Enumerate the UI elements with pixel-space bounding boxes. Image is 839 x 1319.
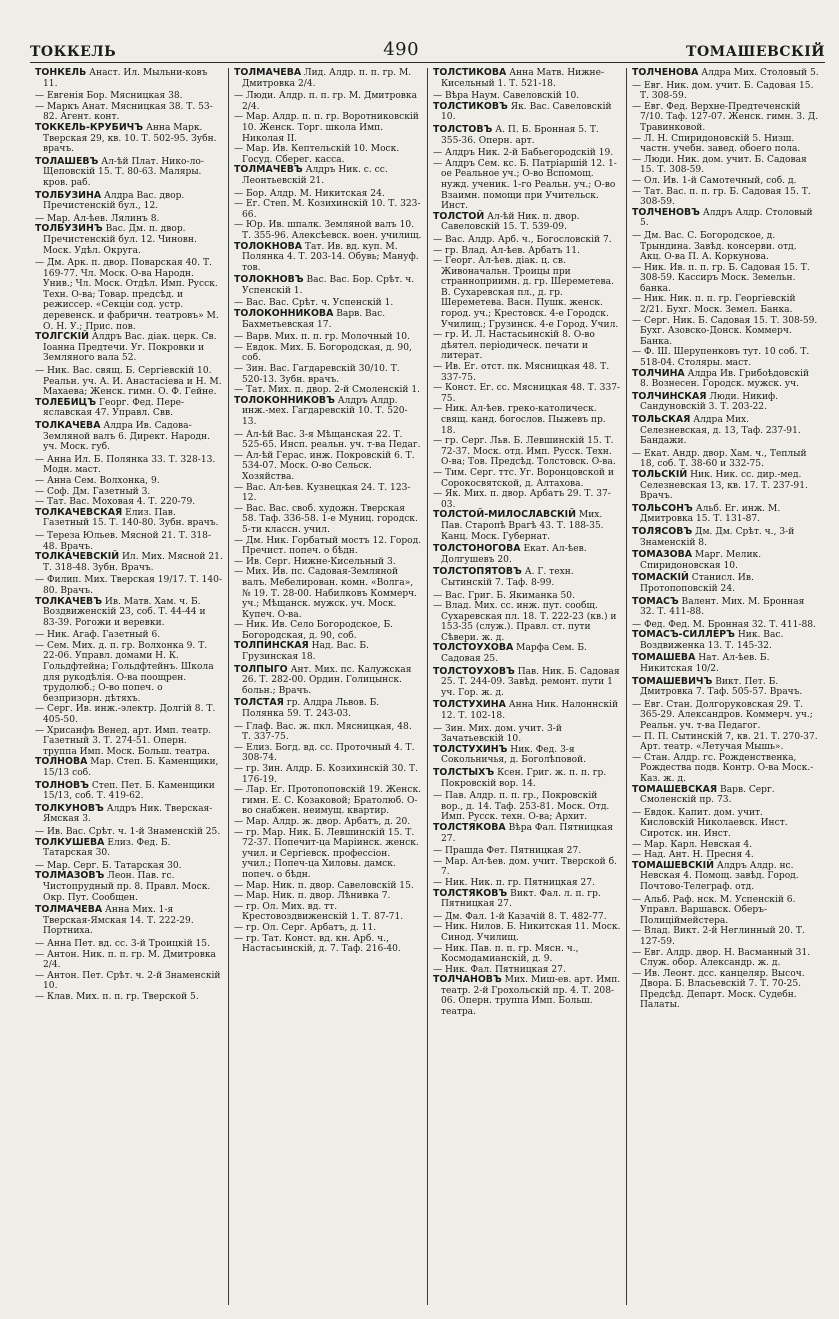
directory-sub-entry: — Вас. Ал-ѣев. Кузнецкая 24. Т. 123-12. [234, 482, 411, 504]
entry-details: Алдръ Ник. с. сс. Леонтьевскій 21. [242, 165, 388, 186]
entry-details: Марфа Сем. Б. Садовая 25. [441, 643, 587, 665]
directory-sub-entry: — Тат. Мих. п. двор. 2-й Смоленскій 1. [234, 385, 421, 396]
directory-sub-entry: — Ник. Агаф. Газетный 6. [35, 630, 161, 641]
directory-sub-entry: — Ол. Ив. 1-й Самотечный, соб. д. [632, 175, 797, 186]
entry-surname: ТОЛОКНОВА [234, 240, 303, 252]
entry-surname: ТОЛНОВЪ [35, 779, 89, 791]
entry-surname: ТОЛСТОЙ [433, 210, 485, 222]
directory-entry [433, 889, 621, 910]
directory-sub-entry: — Анна Сем. Волхонка, 9. [35, 475, 160, 486]
directory-entry [433, 125, 621, 146]
entry-details: Ант. Мих. пс. Калужская 26. Т. 282-00. Ордин. Голицынск. больн.; Врачъ. [242, 664, 412, 696]
directory-sub-entry: — Серг. Ив. инж.-электр. Долгій 8. Т. 405-50. [35, 704, 216, 726]
directory-sub-entry: — Як. Мих. п. двор. Арбатъ 29. Т. 37-03. [433, 489, 611, 510]
directory-sub-entry: — Пав. Алдр. п. п. гр., Покровскій вор., д. 14. Таф. 253-81. Моск. Отд. Имп. Русск. техн. О-ва; Архит. [433, 791, 610, 823]
directory-sub-entry: — Ник. Пав. п. п. гр. Мясн. ч., Космодамианскій, д. 9. [433, 943, 579, 965]
directory-entry [35, 68, 223, 89]
directory-sub-entry: — гр. Серг. Льв. Б. Левшинскій 15. Т. 72-37. Моск. отд. Имп. Русск. Техн. О-ва; Тов. Предсѣд. Толстовск. О-ва. [433, 436, 616, 468]
column-3 [428, 68, 627, 1305]
directory-sub-entry: — Алдръ Ник. 2-й Бабьегородскій 19. [433, 148, 614, 159]
directory-entry [234, 309, 422, 330]
directory-entry [433, 68, 621, 89]
directory-sub-entry: — Влад. Мих. сс. инж. пут. сообщ. Сухаревская пл. 18. Т. 222-23 (кв.) и 153-35 (служ.). Правл. ст. пути Сѣвери. ж. д. [433, 601, 617, 643]
entry-details: Алдръ Алдр. нс. Невская 4. Помощ. завѣд. Город. Почтово-Телеграф. отд. [640, 860, 799, 892]
directory-sub-entry: — гр. Тат. Конст. вд. кн. Арб. ч., Настасьинскій, д. 7. Таф. 216-40. [234, 933, 401, 955]
directory-sub-entry: — Вѣра Наум. Савеловскій 10. [433, 91, 580, 102]
entry-surname: ТОЛСТУХИНЪ [433, 743, 508, 755]
directory-sub-entry: — Зин. Мих. дом. учит. 3-й Зачатьевскій 10. [433, 723, 562, 745]
directory-entry [433, 102, 621, 123]
entry-surname: ТОЛСТЯКОВЪ [433, 887, 508, 899]
directory-entry [632, 573, 820, 594]
entry-details: Степ. Пет. Б. Каменщики 15/13, соб. Т. 419-62. [43, 780, 215, 802]
directory-entry [234, 396, 422, 428]
directory-sub-entry: — П. П. Сытинскій 7, кв. 21. Т. 270-37. Арт. театр. «Летучая Мышь». [632, 731, 818, 753]
header-left-word: ТОККЕЛЬ [30, 44, 117, 60]
directory-sub-entry: — Антон. Ник. п. п. гр. М. Дмитровка 2/4. [35, 949, 216, 971]
entry-details: Алдръ Ник. Тверская-Ямская 3. [43, 803, 213, 825]
header-right-word: ТОМАШЕВСКІЙ [686, 44, 825, 60]
directory-entry [234, 665, 422, 697]
directory-sub-entry: — Л. Н. Спиридоновскій 5. Низш. частн. учебн. завед. обоего пола. [632, 133, 801, 155]
directory-sub-entry: — Серг. Ник. Б. Садовая 15. Т. 308-59. Бухг. Азовско-Донск. Коммерч. Банка. [632, 315, 818, 347]
directory-sub-entry: — Юр. Ив. шпалк. Земляной валъ 10. Т. 355-96. Алексѣевск. воен. училищ. [234, 220, 422, 241]
directory-entry [433, 667, 621, 699]
entry-surname: ТОМАСКІЙ [632, 572, 689, 584]
directory-sub-entry: — Люди. Ник. дом. учит. Б. Садовая 15. Т. 308-59. [632, 154, 807, 176]
directory-sub-entry: — Вас. Алдр. Арб. ч., Богословскій 7. [433, 234, 612, 245]
entry-surname: ТОЛСТИКОВА [433, 68, 507, 78]
entry-details: А. П. Б. Бронная 5. Т. 355-36. Оперн. арт. [441, 124, 599, 146]
entry-details: Мих. Миш-ев. арт. Имп. театр. 2-й Грохольскій пр. 4. Т. 208-06. Оперн. труппа Имп. Больш. театра. [441, 975, 621, 1018]
directory-sub-entry: — Алдръ Сем. кс. Б. Патріаршій 12. 1-ое Реальное уч.; О-во Вспомощ. нужд. ученик. 1-го Реальн. уч.; О-во Взаимн. помощи при Учительск. Инст. [433, 158, 617, 212]
directory-entry [632, 392, 820, 413]
directory-sub-entry: — Дм. Ник. Горбатый мостъ 12. Город. Пречист. попеч. о бѣдн. [234, 535, 422, 557]
directory-sub-entry: — Ф. Ш. Шерупенковъ тут. 10 соб. Т. 518-04. Столяры. маст. [632, 347, 810, 369]
directory-sub-entry: — Ив. Серг. Нижне-Кисельный 3. [234, 556, 396, 567]
entry-details: Валент. Мих. М. Бронная 32. Т. 411-88. [640, 596, 805, 618]
directory-sub-entry: — Ник. Нилов. Б. Никитская 11. Моск. Синод. Училищ. [433, 922, 621, 943]
directory-sub-entry: — Тим. Серг. ттс. Уг. Воронцовской и Сорокосвятской, д. Алтахова. [433, 467, 614, 489]
directory-sub-entry: — Ник. Ник. п. п. гр. Георгіевскій 2/21. Бухг. Моск. Земел. Банка. [632, 294, 796, 316]
directory-sub-entry: — Мар. Алдр. ж. двор. Арбатъ, д. 20. [234, 816, 411, 827]
directory-entry [35, 224, 223, 256]
entry-surname: ТОЛКАЧЕВА [35, 420, 101, 431]
directory-sub-entry: — гр. Ол. Серг. Арбатъ, д. 11. [234, 922, 377, 933]
entry-surname: ТОЛЧИНСКАЯ [632, 390, 707, 402]
entry-details: Ив. Матв. Хам. ч. Б. Воздвиженскій 23, соб. Т. 44-44 и 83-39. Рогожи и веревки. [43, 596, 206, 628]
directory-entry [35, 332, 223, 364]
directory-sub-entry: — Ал-ѣй Вас. 3-я Мѣщанская 22. Т. 525-65. Инсп. реальн. уч. т-ва Педаг. [234, 429, 421, 451]
entry-surname: ТОЛКУШЕВА [35, 836, 105, 848]
directory-sub-entry: — Вас. Григ. Б. Якиманка 50. [433, 590, 575, 601]
entry-surname: ТОЛЧИНА [632, 367, 685, 379]
page-number: 490 [383, 39, 420, 60]
column-1 [30, 68, 229, 1305]
directory-sub-entry: — Мар. Ник. п. двор. Лѣнивка 7. [234, 891, 391, 902]
directory-sub-entry: — Антон. Пет. Срѣт. ч. 2-й Знаменскій 10. [35, 970, 221, 992]
directory-entry [632, 785, 820, 806]
entry-details: Ал-ѣй Плат. Нико-ло-Щеповскій 15. Т. 80-63. Маляры. кров. раб. [43, 156, 204, 188]
directory-sub-entry: — Клав. Мих. п. п. гр. Тверской 5. [35, 991, 199, 1002]
entry-surname: ТОЛОКОННИКОВА [234, 308, 334, 320]
entry-details: Елиз. Фед. Б. Татарская 30. [43, 837, 171, 859]
entry-surname: ТОЛМАЧЕВА [35, 904, 103, 916]
directory-entry [234, 641, 422, 662]
directory-sub-entry: — Конст. Ег. сс. Мясницкая 48. Т. 337-75. [433, 383, 621, 404]
directory-entry [632, 68, 820, 79]
directory-entry [632, 550, 820, 571]
entry-details: Марг. Мелик. Спиридоновская 10. [640, 550, 762, 571]
entry-surname: ТОЛПИНСКАЯ [234, 640, 309, 652]
directory-sub-entry: — Глаф. Вас. ж. пкл. Мясницкая, 48. Т. 337-75. [234, 721, 412, 743]
directory-entry [632, 369, 820, 390]
directory-entry [632, 470, 820, 502]
entry-surname: ТОМАШЕВА [632, 652, 696, 664]
entry-details: Анаст. Ил. Мыльни-ковъ 11. [43, 68, 208, 89]
entry-details: Алдръ Алдр. Столовый 5. [640, 207, 813, 229]
directory-sub-entry: — Ег. Степ. М. Козихинскій 10. Т. 323-66. [234, 199, 421, 220]
entry-surname: ТОЛЬСКАЯ [632, 414, 691, 425]
entry-details: Мих. Пав. Старопѣ Врагѣ 43. Т. 188-35. Канц. Моск. Губернат. [441, 510, 604, 542]
directory-entry [35, 398, 223, 419]
directory-sub-entry: — Прашда Фет. Пятницкая 27. [433, 846, 582, 857]
entry-surname: ТОЛПЫГО [234, 663, 288, 675]
directory-entry [234, 165, 422, 186]
directory-sub-entry: — Анна Пет. вд. сс. 3-й Троицкій 15. [35, 938, 210, 949]
entry-details: Анна Матв. Нижне-Кисельный 1. Т. 521-18. [441, 68, 605, 89]
entry-surname: ТОЛКАЧЕВСКІЙ [35, 551, 120, 563]
directory-sub-entry: — Мих. Ив. пс. Садовая-Земляной валъ. Мебелирован. комн. «Волга», № 19. Т. 28-00. Набилковъ Коммерч. уч.; Мѣщанск. мужск. уч. Моск. Купеч. О-ва. [234, 567, 418, 620]
entry-surname: ТОЛКАЧЕВЪ [35, 595, 103, 607]
directory-entry [35, 871, 223, 903]
entry-surname: ТОЛГСКІЙ [35, 331, 90, 343]
directory-sub-entry: — Мар. Карл. Невская 4. [632, 839, 753, 850]
directory-entry [35, 421, 223, 453]
directory-entry [433, 823, 621, 844]
entry-details: Алдра Мих. Селезневская, д. 13, Таф. 237-91. Бандажи. [640, 415, 801, 447]
directory-sub-entry: — Ник. Ив. п. п. гр. Б. Садовая 15. Т. 308-59. Кассиръ Моск. Земельн. банка. [632, 262, 810, 294]
entry-surname: ТОМАСЪ [632, 595, 679, 607]
directory-sub-entry: — Евг. Ник. дом. учит. Б. Садовая 15. Т. 308-59. [632, 80, 814, 102]
directory-entry [632, 208, 820, 229]
directory-sub-entry: — Вас. Вас. своб. художн. Тверская 58. Таф. 336-58. 1-е Муниц. городск. 5-ти классн. учил. [234, 503, 418, 535]
entry-details: Ил. Мих. Мясной 21. Т. 318-48. Зубн. Врачъ. [43, 552, 223, 573]
directory-sub-entry: — Дм. Вас. С. Богородское, д. Трындина. Завѣд. консерви. отд. Акц. О-ва П. А. Коркунова. [632, 230, 797, 263]
directory-sub-entry: — Варв. Мих. п. п. гр. Молочный 10. [234, 332, 410, 343]
directory-sub-entry: — Екат. Андр. двор. Хам. ч., Теплый 18, соб. Т. 38-60 и 332-75. [632, 448, 807, 470]
entry-surname: ТОЛНОВА [35, 756, 88, 768]
entry-details: Дм. Дм. Срѣт. ч., 3-й Знаменскій 8. [640, 526, 795, 548]
entry-details: гр. Алдра Львов. Б. Полянка 59. Т. 243-03. [242, 698, 380, 720]
directory-entry [35, 191, 223, 212]
directory-entry [433, 567, 621, 588]
directory-sub-entry: — Мар. Алдр. п. п. гр. Воротниковскій 10. Женск. Торг. школа Имп. Николая II. [234, 112, 419, 144]
directory-entry [433, 975, 621, 1017]
entry-details: Алдра Мих. Столовый 5. [701, 68, 819, 78]
entry-details: А. Г. техн. Сытинскій 7. Таф. 8-99. [441, 567, 574, 588]
directory-sub-entry: — Мар. Ал-ѣев. дом. учит. Тверской б. 7. [433, 856, 617, 878]
directory-sub-entry: — Мар. Ал-ѣев. Лялинъ 8. [35, 213, 160, 224]
entry-details: Ник. Вас. Воздвиженка 13. Т. 145-32. [640, 630, 784, 651]
directory-entry [35, 552, 223, 573]
entry-surname: ТОЛСТЫХЪ [433, 767, 495, 778]
directory-sub-entry: — Мар. Ник. п. двор. Савеловскій 15. [234, 880, 414, 891]
directory-sub-entry: — Ник. Ал-ѣев. греко-католическ. свящ. канд. богослов. Пыжевъ пр. 18. [433, 404, 606, 436]
directory-sub-entry: — Ник. Фал. Пятницкая 27. [433, 964, 566, 975]
entry-surname: ТОЛЕБИЦЪ [35, 396, 97, 408]
entry-surname: ТОМАШЕВИЧЪ [632, 675, 713, 687]
directory-entry [632, 504, 820, 525]
directory-entry [35, 597, 223, 629]
directory-sub-entry: — гр. Влад. Ал-ѣев. Арбатъ 11. [433, 245, 580, 256]
entry-surname: ТОЛЬСОНЪ [632, 502, 693, 514]
entry-details: Ник. Ник. сс. дир.-мед. Селезневская 13, кв. 17. Т. 237-91. Врачъ. [640, 469, 808, 502]
directory-entry [632, 653, 820, 674]
directory-entry [632, 677, 820, 698]
entry-surname: ТОЛМАЧЕВА [234, 68, 302, 78]
entry-details: Вас. Дм. п. двор. Пречистенскій бул. 12. Чиновн. Моск. Удѣл. Округа. [43, 224, 197, 256]
directory-sub-entry: — гр. И. Л. Настасьинскій 8. О-во дѣятел. періодическ. печати и литерат. [433, 330, 595, 362]
directory-sub-entry: — гр. Ол. Мих. вд. тт. Крестовоздвиженскій 1. Т. 87-71. [234, 901, 404, 923]
directory-sub-entry: — Тат. Вас. Моховая 4. Т. 220-79. [35, 497, 196, 508]
entry-details: Нат. Ал-ѣев. Б. Никитская 10/2. [640, 653, 770, 675]
entry-details: Мар. Степ. Б. Каменщики, 15/13 соб. [43, 757, 219, 778]
entry-surname: ТОЛОКНОВЪ [234, 274, 304, 286]
directory-sub-entry: — Георг. Ал-ѣев. діак. ц. св. Живоначальн. Троицы при странноприимн. д. гр. Шереметева. В. Сухаревская пл., д. гр. Шереметева. Васн. Пушк. женск. город. уч.; Крестовск. 4-е Городск. Училищ.; Грузинск. 4-е Город. Учил. [433, 256, 619, 330]
entry-surname: ТОЛСТЯКОВА [433, 821, 506, 833]
directory-entry [632, 527, 820, 548]
entry-details: Елиз. Пав. Газетный 15. Т. 140-80. Зубн. врачъ. [43, 507, 219, 529]
directory-sub-entry: — Зин. Вас. Гагдаревскій 30/10. Т. 520-13. Зубн. врачъ. [234, 364, 400, 385]
column-4 [627, 68, 825, 1305]
directory-sub-entry: — Ник. Ник. п. гр. Пятницкая 27. [433, 877, 595, 888]
directory-entry [35, 508, 223, 529]
directory-entry [35, 157, 223, 189]
directory-entry [35, 757, 223, 778]
directory-entry [632, 597, 820, 618]
entry-surname: ТОЛСТАЯ [234, 697, 284, 709]
entry-surname: ТОМАСЪ-СИЛЛЕРЪ [632, 629, 735, 641]
directory-entry [632, 861, 820, 893]
directory-sub-entry: — Ив. Ег. отст. пк. Мясницкая 48. Т. 337-75. [433, 362, 610, 383]
entry-details: Леон. Пав. гс. Чистопрудный пр. 8. Правл. Моск. Окр. Пут. Сообщен. [43, 871, 211, 903]
directory-sub-entry: — Над. Ант. Н. Пресня 4. [632, 850, 754, 861]
directory-sub-entry: — Дм. Фал. 1-й Казачій 8. Т. 482-77. [433, 911, 607, 922]
entry-surname: ТОЛЧЕНОВА [632, 68, 699, 78]
directory-entry [234, 242, 422, 274]
directory-entry [35, 123, 223, 155]
directory-sub-entry: — Евг. Фед. Верхне-Предтеченскій 7/10. Таф. 127-07. Женск. гимн. 3. Д. Травинковой. [632, 101, 819, 133]
directory-entry [234, 68, 422, 89]
entry-details: Люди. Никиф. Сандуновскій 3. Т. 203-22. [640, 391, 779, 413]
entry-details: Альб. Ег. инж. М. Дмитровка 15. Т. 131-87. [640, 503, 781, 525]
entry-surname: ТОМАЗОВА [632, 549, 692, 561]
directory-sub-entry: — Фед. Фед. М. Бронная 32. Т. 411-88. [632, 619, 816, 630]
column-2 [229, 68, 428, 1305]
entry-details: Викт. Пет. Б. Дмитровка 7. Таф. 505-57. Врачъ. [640, 676, 803, 698]
directory-sub-entry: — Ник. Ив. Село Богородское, Б. Богородская, д. 90, соб. [234, 620, 394, 641]
entry-details: Вас. Вас. Бор. Срѣт. ч. Успенскій 1. [242, 275, 415, 296]
directory-sub-entry: — Лар. Ег. Протопоповскій 19. Женск. гимн. Е. С. Козаковой; Братолюб. О-во снабжен. неимущ. квартир. [234, 785, 422, 817]
directory-sub-entry: — Альб. Раф. нск. М. Успенскій 6. Управл. Варшавск. Оберъ-Полиціймейстера. [632, 894, 796, 926]
entry-surname: ТОМАШЕВСКАЯ [632, 783, 718, 795]
entry-details: Лид. Алдр. п. п. гр. М. Дмитровка 2/4. [242, 68, 412, 89]
directory-sub-entry: — Ник. Вас. свящ. Б. Сергіевскій 10. Реальн. уч. А. И. Анастасіева и Н. М. Махаева; Женск. гимн. О. Ф. Гейне. [35, 366, 222, 398]
entry-details: Викт. Фал. л. п. гр. Пятницкая 27. [441, 888, 601, 910]
entry-surname: ТОЛМАЧЕВЪ [234, 164, 303, 176]
directory-sub-entry: — Анна Ил. Б. Полянка 33. Т. 328-13. Модн. маст. [35, 454, 216, 476]
directory-sub-entry: — Тат. Вас. п. п. гр. Б. Садовая 15. Т. 308-59. [632, 186, 811, 208]
directory-entry [234, 275, 422, 296]
directory-sub-entry: — Евгенія Бор. Мясницкая 38. [35, 91, 183, 102]
directory-sub-entry: — Люди. Алдр. п. п. гр. М. Дмитровка 2/4. [234, 91, 418, 112]
directory-sub-entry: — Ив. Вас. Срѣт. ч. 1-й Знаменскій 25. [35, 826, 221, 837]
entry-surname: ТОЛСТОНОГОВА [433, 543, 521, 555]
directory-entry [35, 905, 223, 937]
entry-surname: ТОЛСТОУХОВЪ [433, 665, 515, 677]
page-header [30, 32, 825, 63]
directory-entry [35, 781, 223, 802]
directory-sub-entry: — Евг. Стан. Долгоруковская 29. Т. 365-29. Александров. Коммерч. уч.; Реальн. уч. т-ва Педагог. [632, 699, 813, 732]
directory-sub-entry: — Евг. Алдр. двор. Н. Васманный 31. Служ. обор. Александр. ж. д. [632, 947, 811, 969]
directory-sub-entry: — Ив. Леонт. дсс. канцеляр. Высоч. Двора. Б. Власьевскій 7. Т. 70-25. Предсѣд. Департ. Моск. Судебн. Палаты. [632, 968, 805, 1011]
directory-entry [433, 510, 621, 542]
entry-details: Анна Мих. 1-я Тверская-Ямская 14. Т. 222-29. Портниха. [43, 905, 194, 937]
directory-sub-entry: — Вас. Вас. Срѣт. ч. Успенскій 1. [234, 298, 394, 309]
directory-sub-entry: — Соф. Дм. Газетный 3. [35, 486, 151, 497]
entry-details: Ксен. Григ. ж. п. п. гр. Покровскій вор. 14. [441, 768, 607, 789]
directory-entry [632, 630, 820, 651]
entry-surname: ТОЛКАЧЕВСКАЯ [35, 506, 123, 518]
entry-details: Пав. Ник. Б. Садовая 25. Т. 244-09. Завѣд. ремонт. пути 1 уч. Гор. ж. д. [441, 666, 620, 698]
entry-surname: ТОЛЬСКІЙ [632, 468, 688, 480]
directory-entry [433, 700, 621, 721]
directory-sub-entry: — Стан. Алдр. гс. Рожденственка, Рождества подв. Контр. О-ва Моск.-Каз. ж. д. [632, 752, 814, 784]
entry-surname: ТОЛКУНОВЪ [35, 802, 104, 814]
directory-sub-entry: — гр. Зин. Алдр. Б. Козихинскій 30. Т. 176-19. [234, 764, 418, 785]
entry-surname: ТОЛСТОЙ-МИЛОСЛАВСКІЙ [433, 509, 577, 521]
entry-details: Тат. Ив. вд. куп. М. Полянка 4. Т. 203-14. Обувь; Мануф. тов. [242, 241, 419, 273]
directory-sub-entry: — Дм. Арк. п. двор. Поварская 40. Т. 169-77. Чл. Моск. О-ва Народн. Унив.; Чл. Моск. Отдѣл. Имп. Русск. Техн. О-ва; Товар. предсѣд. и режиссер. «Секціи сод. устр. деревенск. и фабричн. театровъ» М. О. Н. У.; Прис. пов. [35, 258, 219, 332]
entry-surname: ТОЛСТОУХОВА [433, 642, 514, 654]
entry-surname: ТОЛБУЗИНА [35, 189, 102, 201]
entry-details: Станисл. Ив. Протопоповскій 24. [640, 573, 754, 594]
directory-sub-entry: — Хрисанфъ Венед. арт. Имп. театр. Газетный 3. Т. 274-51. Оперн. труппа Имп. Моск. Больш. театра. [35, 725, 212, 757]
entry-surname: ТОМАШЕВСКІЙ [632, 859, 714, 871]
entry-surname: ТОЛСТОВЪ [433, 123, 493, 135]
entry-surname: ТОЛАШЕВЪ [35, 155, 99, 167]
entry-details: Алдра Ив. Грибоѣдовскій 8. Вознесен. Городск. мужск. уч. [640, 368, 810, 390]
columns [30, 68, 825, 1305]
directory-sub-entry: — Маркъ Анат. Мясницкая 38. Т. 53-82. Агент. конт. [35, 101, 213, 123]
directory-entry [35, 804, 223, 825]
entry-surname: ТОККЕЛЬ-КРУБИЧЪ [35, 121, 144, 133]
directory-sub-entry: — Евдок. Мих. Б. Богородская, д. 90, соб. [234, 342, 412, 364]
entry-details: Георг. Фед. Пере-яславская 47. Управл. Свв. [43, 397, 185, 419]
entry-details: Як. Вас. Савеловскій 10. [441, 101, 612, 123]
entry-details: Варв. Серг. Смоленскій пр. 73. [640, 784, 775, 806]
directory-entry [433, 212, 621, 233]
entry-surname: ТОЛСТУХИНА [433, 699, 506, 711]
directory-sub-entry: — Тереза Юльев. Мясной 21. Т. 318-48. Врачъ. [35, 530, 212, 552]
directory-sub-entry: — Влад. Викт. 2-й Неглинный 20. Т. 127-59. [632, 926, 805, 947]
directory-entry [234, 698, 422, 719]
entry-details: Анна Марк. Тверская 29, кв. 10. Т. 502-95. Зубн. врачъ. [43, 122, 217, 155]
entry-surname: ТОНКЕЛЬ [35, 68, 87, 78]
directory-sub-entry: — Мар. Серг. Б. Татарская 30. [35, 860, 182, 871]
entry-surname: ТОЛЯСОВЪ [632, 525, 693, 537]
directory-entry [433, 768, 621, 789]
entry-details: Вѣра Фал. Пятницкая 27. [441, 822, 613, 844]
entry-surname: ТОЛМАЗОВЪ [35, 870, 105, 882]
directory-entry [433, 643, 621, 664]
directory-entry [632, 415, 820, 447]
directory-sub-entry: — Елиз. Богд. вд. сс. Проточный 4. Т. 308-74. [234, 742, 415, 764]
directory-sub-entry: — Филип. Мих. Тверская 19/17. Т. 140-80. Врачъ. [35, 575, 223, 596]
directory-sub-entry: — Бор. Алдр. М. Никитская 24. [234, 188, 385, 199]
directory-sub-entry: — Евдок. Капит. дом. учит. Кисловскій Николаевск. Инст. Сиротск. ин. Инст. [632, 807, 788, 839]
entry-details: Алдръ Алдр. инж.-мех. Гагдаревскій 10. Т. 520-13. [242, 395, 408, 427]
entry-surname: ТОЛЧЕНОВЪ [632, 206, 700, 218]
entry-details: Анна Ник. Налоннскій 12. Т. 102-18. [441, 700, 618, 722]
entry-surname: ТОЛБУЗИНЪ [35, 223, 103, 235]
directory-entry [433, 544, 621, 565]
entry-details: Екат. Ал-ѣев. Долгушевъ 20. [441, 544, 587, 565]
directory-sub-entry: — Мар. Ив. Кептельскій 10. Моск. Госуд. Сберег. касса. [234, 144, 400, 165]
entry-details: Алдра Ив. Садова-Земляной валъ 6. Директ. Народн. уч. Моск. губ. [43, 421, 211, 453]
entry-surname: ТОЛОКОННИКОВЪ [234, 394, 335, 406]
entry-surname: ТОЛСТИКОВЪ [433, 100, 508, 112]
entry-details: Ал-ѣй Ник. п. двор. Савеловскій 15. Т. 539-09. [441, 211, 580, 233]
directory-sub-entry: — гр. Мар. Ник. Б. Левшинскій 15. Т. 72-37. Попечит-ца Маріинск. женск. учил. и Сергіевск. профессіон. учил.; Попеч-ца Хиловы. дамск. попеч. о бѣдн. [234, 827, 419, 880]
entry-details: Варв. Вас. Бахметьевская 17. [242, 309, 386, 330]
directory-entry [433, 745, 621, 766]
entry-details: Алдръ Вас. діак. церк. Св. Іоанна Предтечи. Уг. Покровки и Земляного вала 52. [43, 332, 217, 364]
entry-details: Ник. Фед. 3-я Сокольничья, д. Боголѣповой. [441, 744, 587, 766]
directory-entry [35, 838, 223, 859]
entry-details: Над. Вас. Б. Грузинская 18. [242, 641, 369, 663]
directory-sub-entry: — Ал-ѣй Герас. инж. Покровскій 6. Т. 534-07. Моск. О-во Сельск. Хозяйства. [234, 450, 415, 482]
directory-sub-entry: — Сем. Мих. д. п. гр. Волхонка 9. Т. 22-06. Управл. домами Н. К. Гольдфтейна; Гольдфтейнъ. Школа для рукодѣлія. О-ва поощрен. трудолюб.; О-во попеч. о безпризорн. дѣтяхъ. [35, 640, 214, 704]
entry-details: Алдра Вас. двор. Пречистенскій бул., 12. [43, 190, 185, 212]
entry-surname: ТОЛСТОПЯТОВЪ [433, 566, 522, 578]
entry-surname: ТОЛЧАНОВЪ [433, 974, 502, 986]
